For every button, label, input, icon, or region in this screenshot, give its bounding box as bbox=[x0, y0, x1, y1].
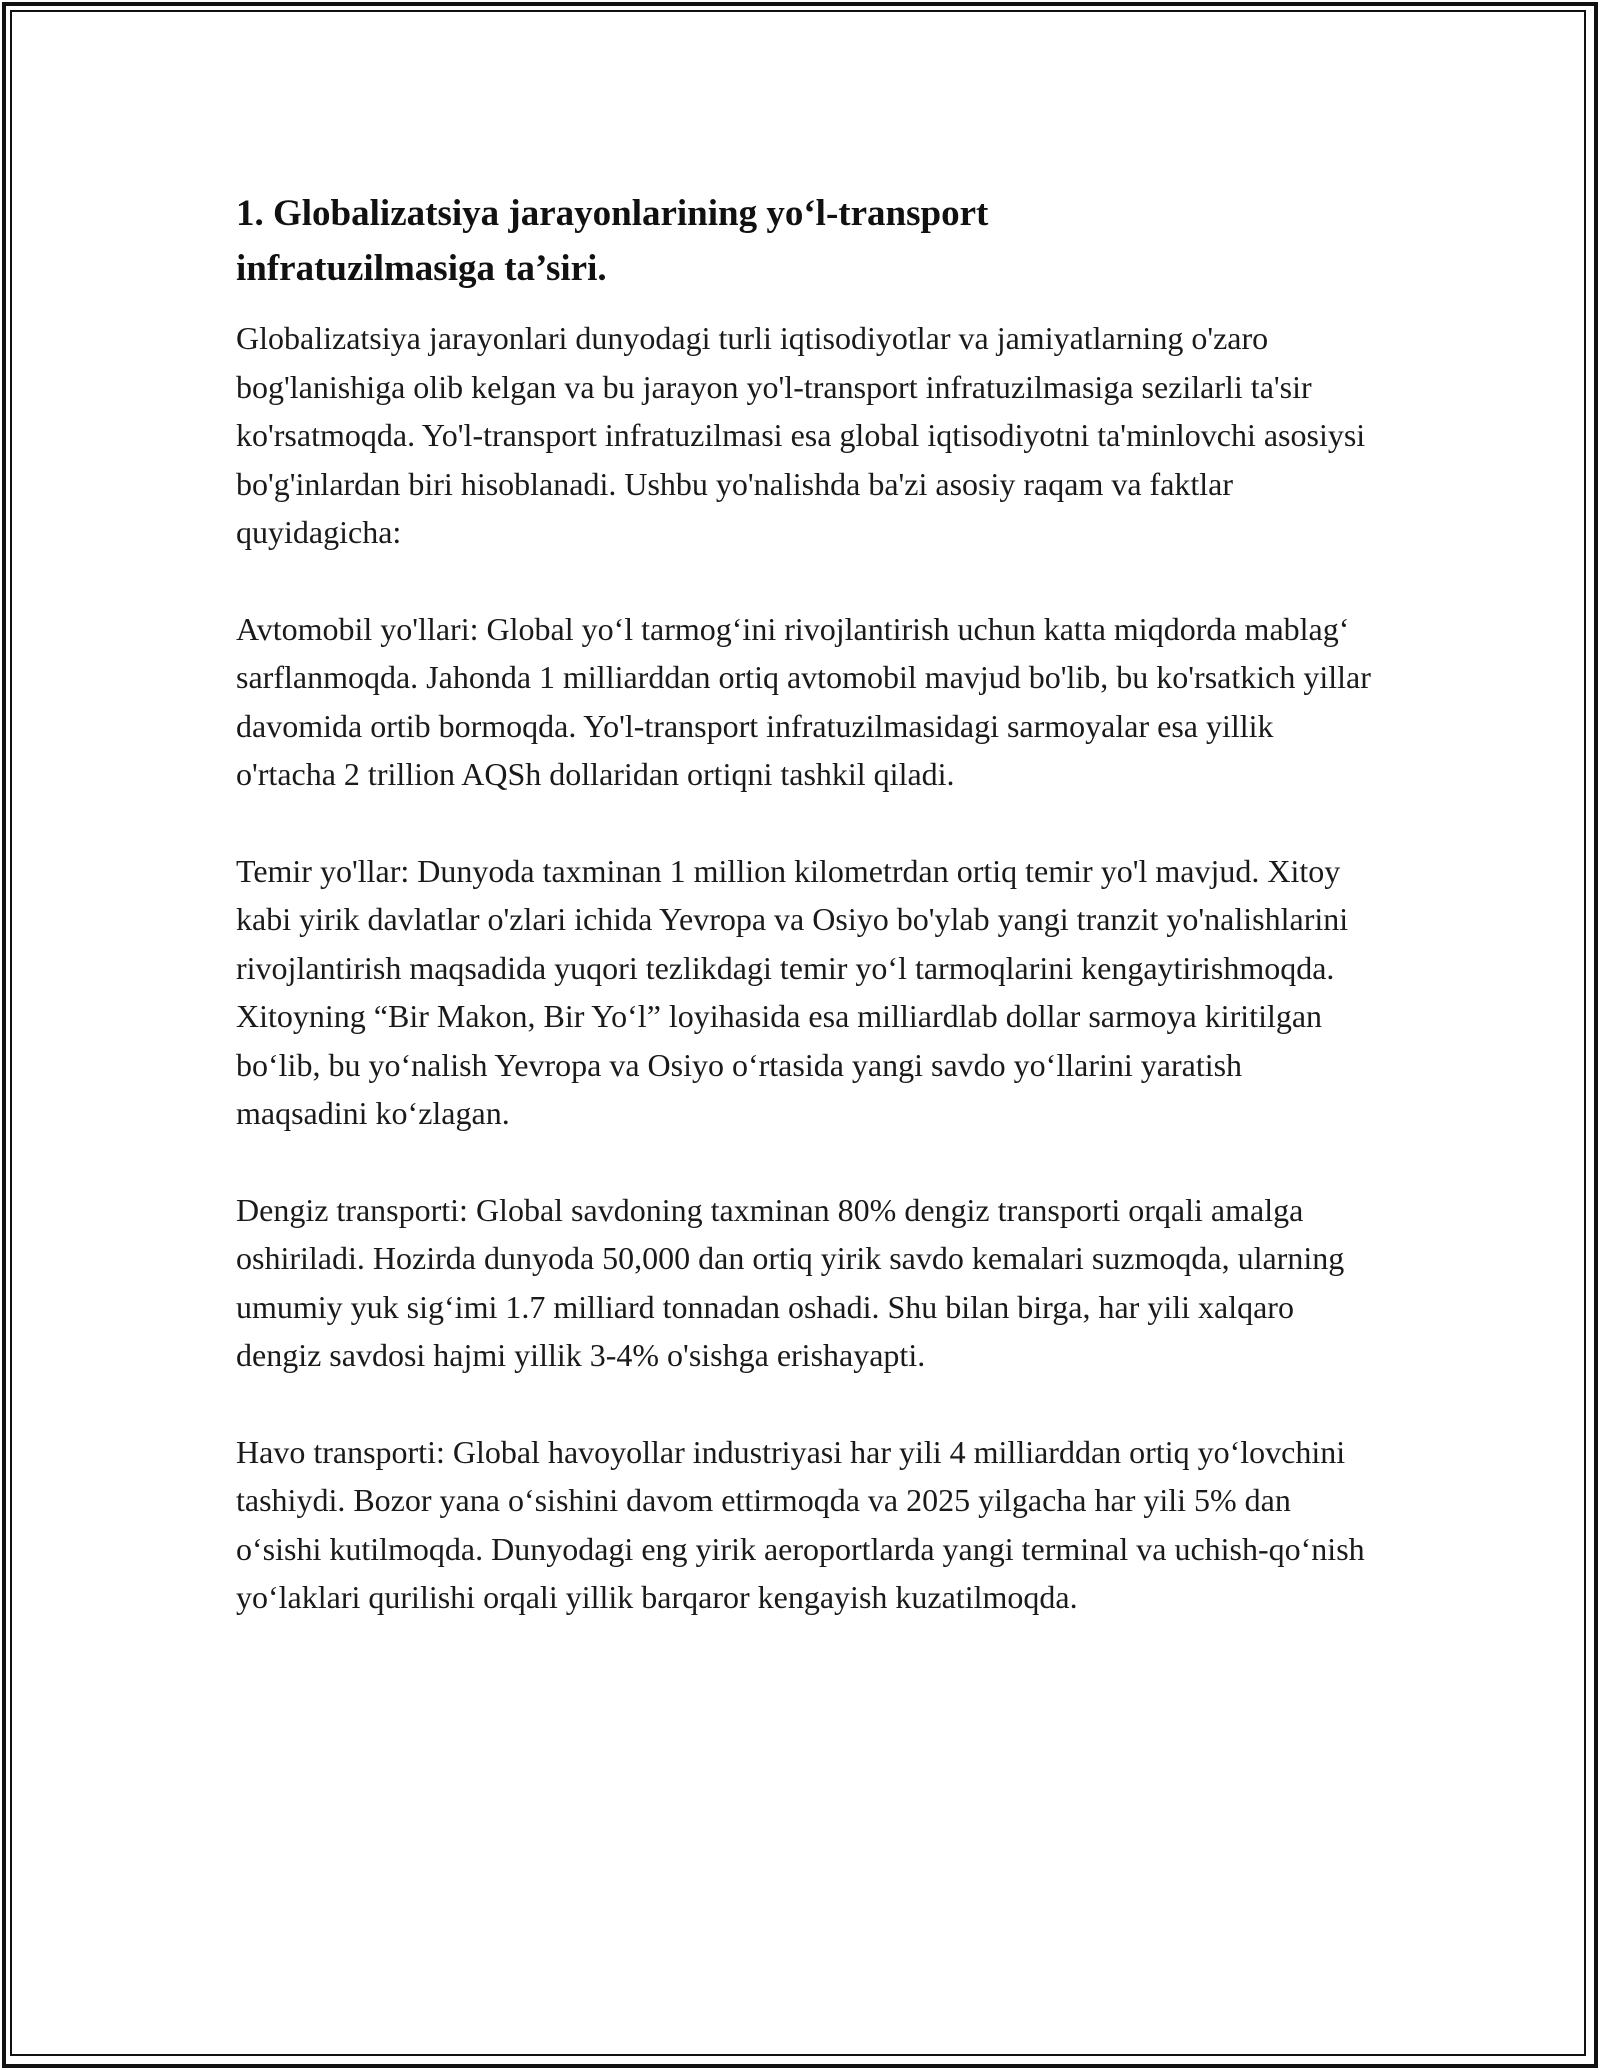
document-body bbox=[236, 186, 1376, 1670]
paragraph-road-transport: Avtomobil yo'llari: Global yo‘l tarmog‘ini rivojlantirish uchun katta miqdorda mablag‘ sarflanmoqda. Jahonda 1 milliarddan ortiq avtomobil mavjud bo'lib, bu ko'rsatkich yillar davomida ortib bormoqda. Yo'l-transport infratuzilmasidagi sarmoyalar esa yillik o'rtacha 2 trillion AQSh dollaridan ortiqni tashkil qiladi. bbox=[236, 610, 1371, 792]
paragraph-air-transport: Havo transporti: Global havoyollar industriyasi har yili 4 milliarddan ortiq yo‘lovchini tashiydi. Bozor yana o‘sishini davom ettirmoqda va 2025 yilgacha har yili 5% dan o‘sishi kutilmoqda. Dunyodagi eng yirik aeroportlarda yangi terminal va uchish-qo‘nish yo‘laklari qurilishi orqali yillik barqaror kengayish kuzatilmoqda. bbox=[236, 1433, 1365, 1615]
section-heading-line-1: 1. Globalizatsiya jarayonlarining yo‘l-transport bbox=[236, 193, 989, 234]
section-heading bbox=[236, 186, 1376, 296]
paragraph-intro: Globalizatsiya jarayonlari dunyodagi turli iqtisodiyotlar va jamiyatlarning o'zaro bog'lanishiga olib kelgan va bu jarayon yo'l-transport infratuzilmasiga sezilarli ta'sir ko'rsatmoqda. Yo'l-transport infratuzilmasi esa global iqtisodiyotni ta'minlovchi asosiysi bo'g'inlardan biri hisoblanadi. Ushbu yo'nalishda ba'zi asosiy raqam va faktlar quyidagicha: bbox=[236, 320, 1366, 550]
section-heading-line-2: infratuzilmasiga ta’siri. bbox=[236, 248, 607, 289]
paragraph-sea-transport: Dengiz transporti: Global savdoning taxminan 80% dengiz transporti orqali amalga oshiriladi. Hozirda dunyoda 50,000 dan ortiq yirik savdo kemalari suzmoqda, ularning umumiy yuk sig‘imi 1.7 milliard tonnadan oshadi. Shu bilan birga, har yili xalqaro dengiz savdosi hajmi yillik 3-4% o'sishga erishayapti. bbox=[236, 1191, 1345, 1373]
paragraph-railways: Temir yo'llar: Dunyoda taxminan 1 million kilometrdan ortiq temir yo'l mavjud. Xitoy kabi yirik davlatlar o'zlari ichida Yevropa va Osiyo bo'ylab yangi tranzit yo'nalishlarini rivojlantirish maqsadida yuqori tezlikdagi temir yo‘l tarmoqlarini kengaytirishmoqda. Xitoyning “Bir Makon, Bir Yo‘l” loyihasida esa milliardlab dollar sarmoya kiritilgan bo‘lib, bu yo‘nalish Yevropa va Osiyo o‘rtasida yangi savdo yo‘llarini yaratish maqsadini ko‘zlagan. bbox=[236, 852, 1349, 1131]
